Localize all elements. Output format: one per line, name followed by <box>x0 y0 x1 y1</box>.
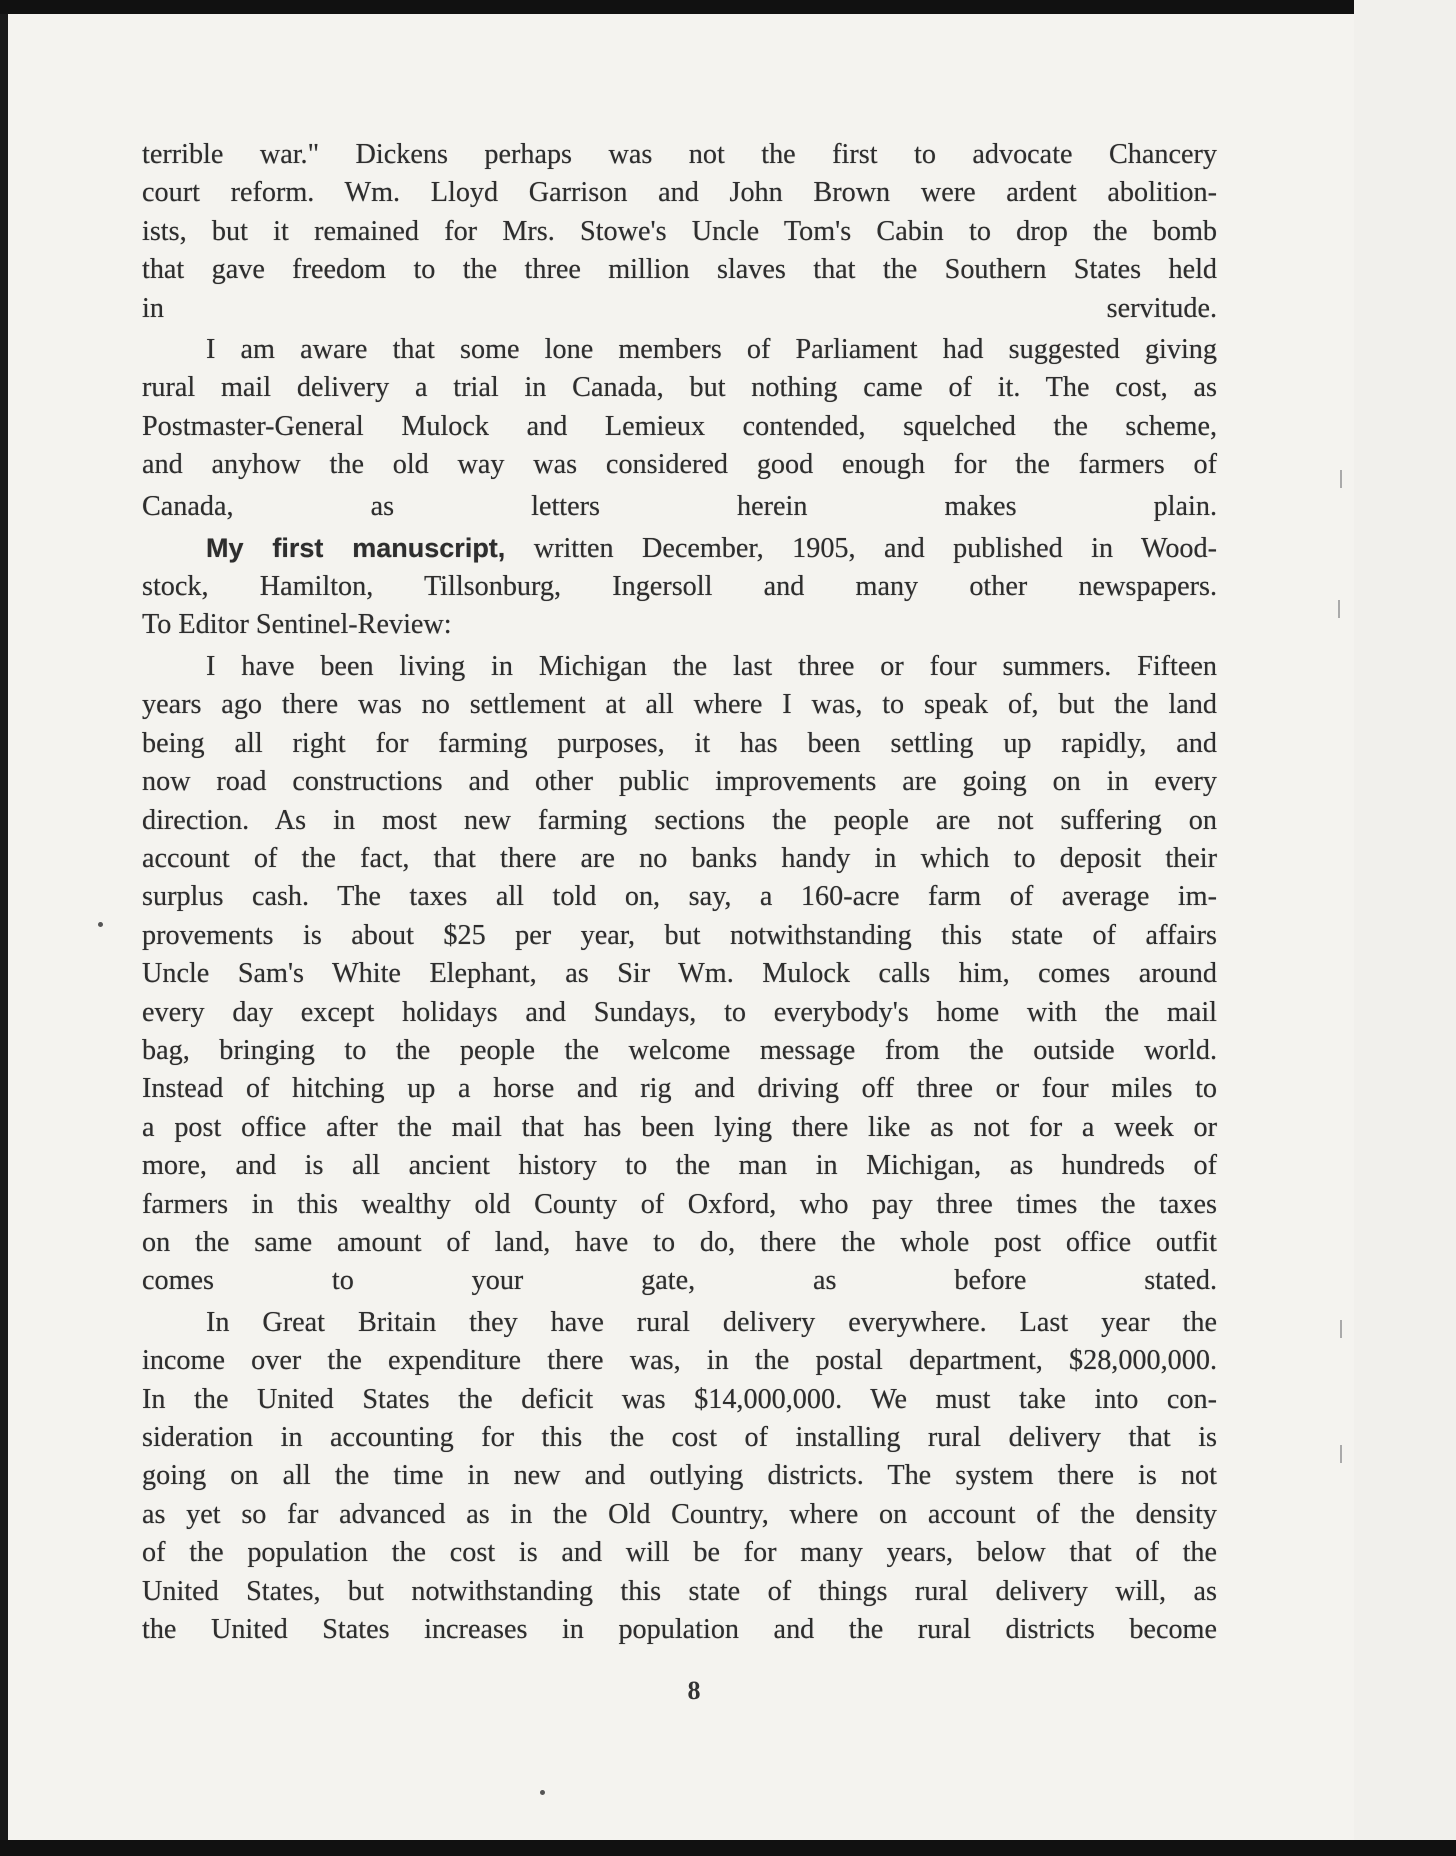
text-line: bag, bringing to the people the welcome message from the outside world. <box>142 1034 1217 1066</box>
text-line: years ago there was no settlement at all where I was, to speak of, but the land <box>142 689 1217 721</box>
text-line: every day except holidays and Sundays, to everybody's home with the mail <box>142 996 1217 1028</box>
text-line: a post office after the mail that has been lying there like as not for a week or <box>142 1111 1217 1143</box>
scan-bottom-border <box>0 1840 1456 1856</box>
bold-heading: My first manuscript, <box>206 532 506 563</box>
text-line: comes to your gate, as before stated. <box>142 1265 1217 1297</box>
text-line: United States, but notwithstanding this state of things rural delivery will, as <box>142 1575 1217 1607</box>
text-line: In the United States the deficit was $14,000,000. We must take into con- <box>142 1383 1217 1415</box>
paragraph <box>142 529 1217 607</box>
text-line: Instead of hitching up a horse and rig and driving off three or four miles to <box>142 1073 1217 1105</box>
text-line: as yet so far advanced as in the Old Country, where on account of the density <box>142 1498 1217 1530</box>
text-line: surplus cash. The taxes all told on, say, a 160-acre farm of average im- <box>142 881 1217 913</box>
text-line: I have been living in Michigan the last three or four summers. Fifteen <box>206 650 1217 682</box>
scan-top-border <box>0 0 1456 14</box>
text-line: I am aware that some lone members of Parliament had suggested giving <box>206 334 1217 366</box>
scan-mark <box>1340 1320 1342 1338</box>
text-line: of the population the cost is and will be for many years, below that of the <box>142 1537 1217 1569</box>
text-line: income over the expenditure there was, in the postal department, $28,000,000. <box>142 1345 1217 1377</box>
text-line: in servitude. <box>142 292 1217 324</box>
paragraph <box>142 648 1217 1301</box>
text-line: ists, but it remained for Mrs. Stowe's Uncle Tom's Cabin to drop the bomb <box>142 215 1217 247</box>
text-line: Postmaster-General Mulock and Lemieux contended, squelched the scheme, <box>142 410 1217 442</box>
text-line: Canada, as letters herein makes plain. <box>142 490 1217 522</box>
text-line: more, and is all ancient history to the man in Michigan, as hundreds of <box>142 1150 1217 1182</box>
text-line: that gave freedom to the three million slaves that the Southern States held <box>142 254 1217 286</box>
text-line: To Editor Sentinel-Review: <box>142 609 452 641</box>
scan-mark <box>1338 600 1340 618</box>
page-number: 8 <box>687 1676 701 1705</box>
text-line: court reform. Wm. Lloyd Garrison and John Brown were ardent abolition- <box>142 177 1217 209</box>
body-text <box>142 136 1217 1649</box>
salutation <box>142 606 1217 644</box>
text-line: terrible war." Dickens perhaps was not the first to advocate Chancery <box>142 139 1217 170</box>
paragraph <box>142 331 1217 529</box>
text-line: account of the fact, that there are no banks handy in which to deposit their <box>142 842 1217 874</box>
scan-mark <box>1340 470 1342 488</box>
text-line: going on all the time in new and outlying districts. The system there is not <box>142 1460 1217 1492</box>
text-line: and anyhow the old way was considered good enough for the farmers of <box>142 449 1217 481</box>
text-line: sideration in accounting for this the cost of installing rural delivery that is <box>142 1422 1217 1453</box>
scan-speck <box>98 922 103 927</box>
text-line: the United States increases in population and the rural districts become <box>142 1614 1217 1646</box>
scan-speck <box>540 1790 545 1795</box>
scan-mark <box>1340 1445 1342 1463</box>
text-line: rural mail delivery a trial in Canada, but nothing came of it. The cost, as <box>142 372 1217 404</box>
text-line: on the same amount of land, have to do, there the whole post office outfit <box>142 1226 1217 1258</box>
text-line: direction. As in most new farming sections the people are not suffering on <box>142 804 1217 836</box>
text-line: farmers in this wealthy old County of Oxford, who pay three times the taxes <box>142 1188 1217 1220</box>
text-line: now road constructions and other public improvements are going on in every <box>142 766 1217 798</box>
paragraph <box>142 1304 1217 1650</box>
text-line: written December, 1905, and published in Wood- <box>505 532 1217 564</box>
text-line: Uncle Sam's White Elephant, as Sir Wm. Mulock calls him, comes around <box>142 958 1217 990</box>
scan-right-margin <box>1354 0 1456 1856</box>
text-line: provements is about $25 per year, but notwithstanding this state of affairs <box>142 919 1217 951</box>
paragraph <box>142 136 1217 328</box>
text-line: In Great Britain they have rural delivery everywhere. Last year the <box>206 1306 1217 1338</box>
text-line: being all right for farming purposes, it has been settling up rapidly, and <box>142 727 1217 759</box>
text-line: stock, Hamilton, Tillsonburg, Ingersoll and many other newspapers. <box>142 571 1217 603</box>
